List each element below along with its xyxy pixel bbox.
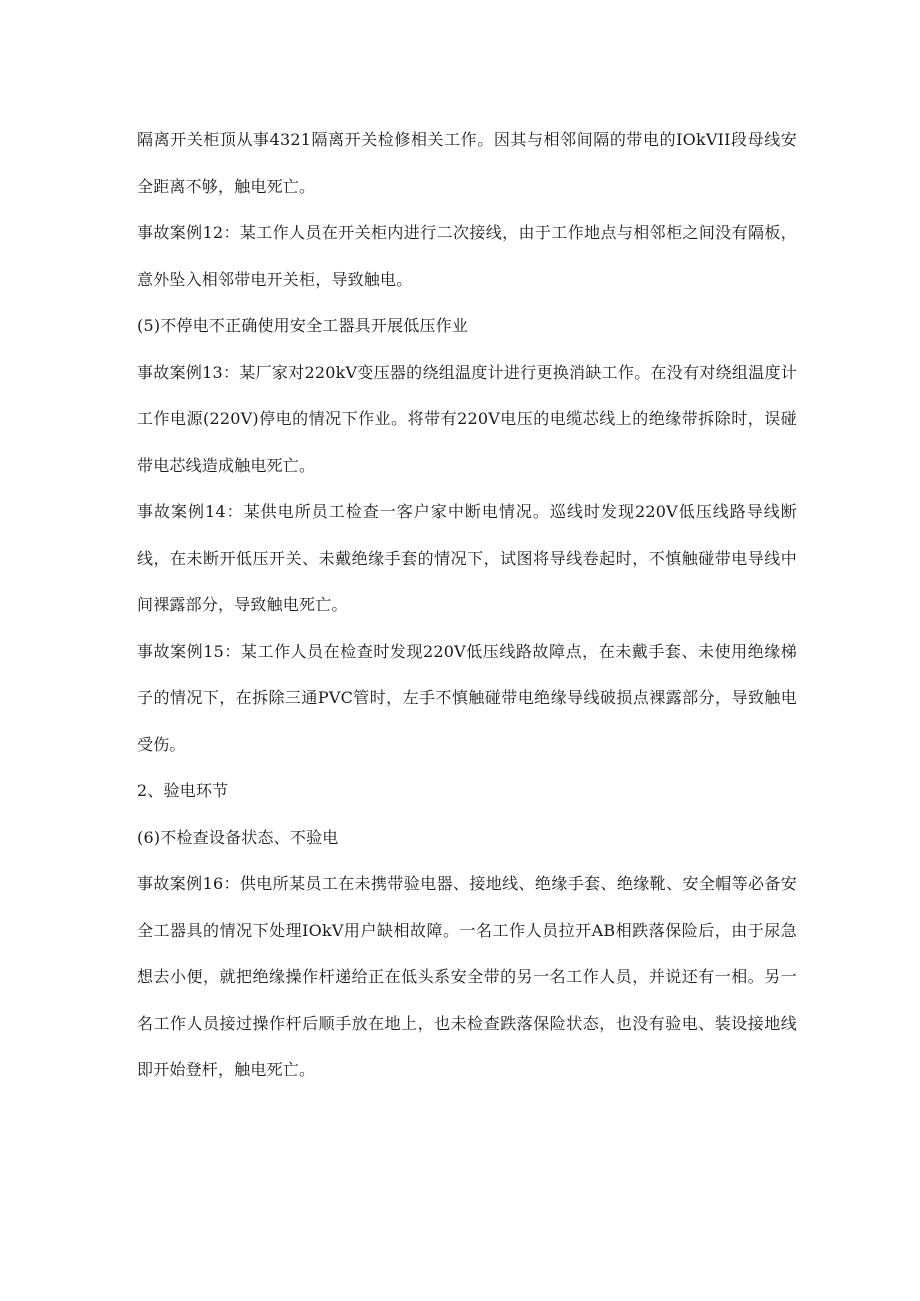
- paragraph-case-15: 事故案例15：某工作人员在检查时发现220V低压线路故障点，在未戴手套、未使用绝缘梯子的情况下，在拆除三通PVC管时，左手不慎触碰带电绝缘导线破损点裸露部分，导致触电受伤。: [137, 641, 797, 754]
- paragraph-case-12: 事故案例12：某工作人员在开关柜内进行二次接线，由于工作地点与相邻柜之间没有隔板，意外坠入相邻带电开关柜，导致触电。: [137, 223, 797, 289]
- section-heading-5: (5)不停电不正确使用安全工器具开展低压作业: [137, 316, 469, 335]
- document-body: [137, 117, 797, 1094]
- paragraph-case-16: 事故案例16：供电所某员工在未携带验电器、接地线、绝缘手套、绝缘靴、安全帽等必备安全工器具的情况下处理IOkV用户缺相故障。一名工作人员拉开AB相跌落保险后，由于尿急想去小便，就把绝缘操作杆递给正在低头系安全带的另一名工作人员，并说还有一相。另一名工作人员接过操作杆后顺手放在地上，也未检查跌落保险状态，也没有验电、装设接地线即开始登杆，触电死亡。: [137, 874, 797, 1079]
- section-heading-2: 2、验电环节: [137, 781, 229, 800]
- paragraph-case-14: 事故案例14：某供电所员工检查一客户家中断电情况。巡线时发现220V低压线路导线断线，在未断开低压开关、未戴绝缘手套的情况下，试图将导线卷起时，不慎触碰带电导线中间裸露部分，导致触电死亡。: [137, 502, 797, 614]
- paragraph-continuation: 隔离开关柜顶从事4321隔离开关检修相关工作。因其与相邻间隔的带电的IOkVII段母线安全距离不够，触电死亡。: [137, 130, 797, 196]
- section-heading-6: (6)不检查设备状态、不验电: [137, 827, 339, 847]
- paragraph-case-13: 事故案例13：某厂家对220kV变压器的绕组温度计进行更换消缺工作。在没有对绕组温度计工作电源(220V)停电的情况下作业。将带有220V电压的电缆芯线上的绝缘带拆除时，误碰带电芯线造成触电死亡。: [137, 362, 797, 475]
